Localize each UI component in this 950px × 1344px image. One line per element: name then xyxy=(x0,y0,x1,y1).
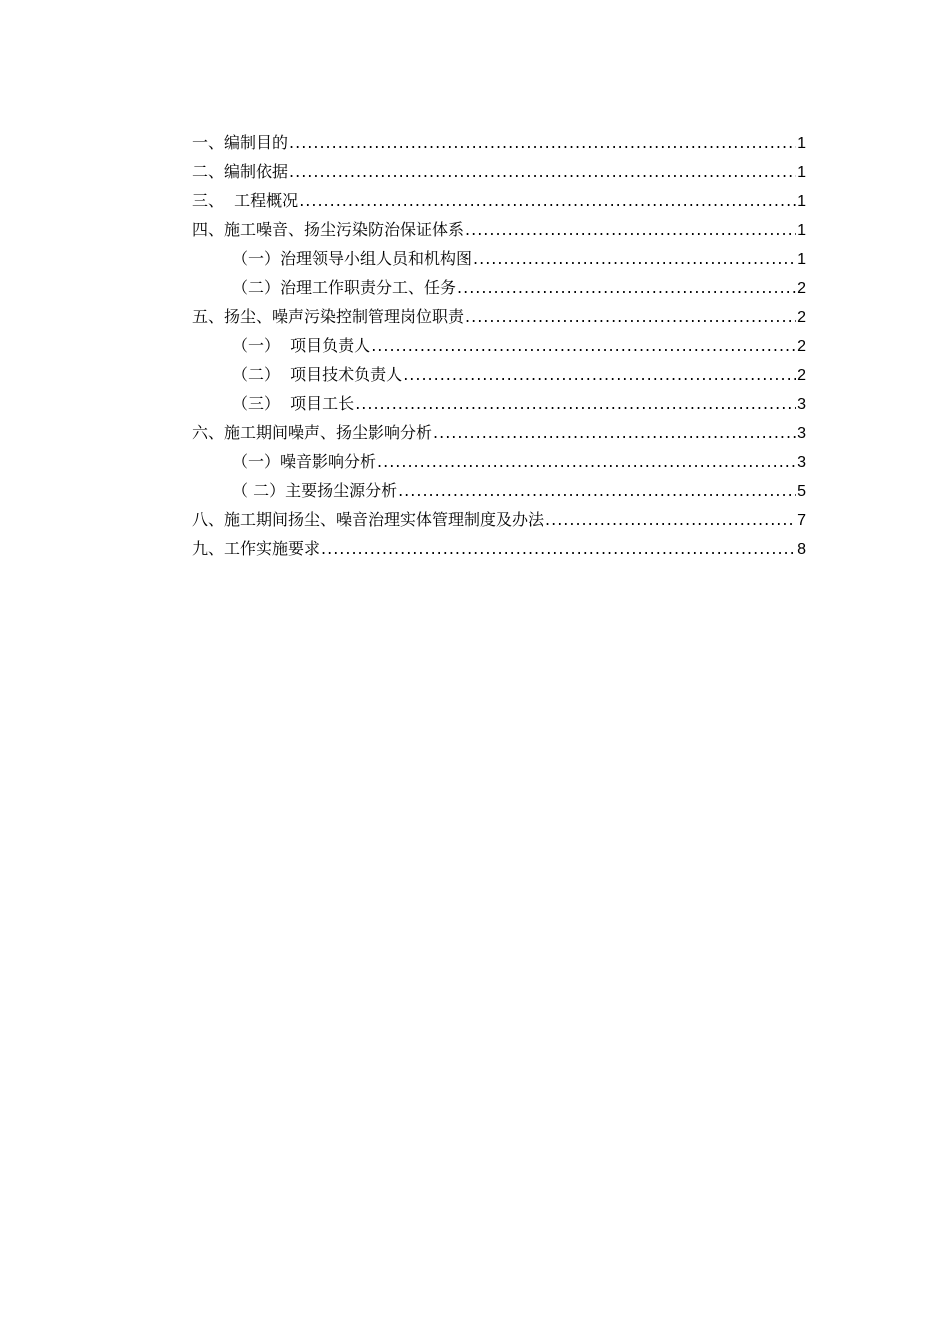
toc-dot-leader xyxy=(377,447,796,476)
toc-entry-page: 1 xyxy=(797,222,806,239)
toc-entry-page: 2 xyxy=(797,280,806,297)
toc-entry-title: 六、施工期间噪声、扬尘影响分析 xyxy=(192,423,433,442)
toc-entry-page: 3 xyxy=(797,454,806,471)
toc-entry-page: 1 xyxy=(797,251,806,268)
toc-entry-page: 1 xyxy=(797,135,806,152)
toc-entry-title: 八、施工期间扬尘、噪音治理实体管理制度及办法 xyxy=(192,510,545,529)
toc-entry-title: （二） 项目技术负责人 xyxy=(232,365,403,384)
toc-entry-title: （一）治理领导小组人员和机构图 xyxy=(232,249,473,268)
toc-dot-leader xyxy=(433,418,796,447)
toc-dot-leader xyxy=(403,360,796,389)
toc-entry[interactable] xyxy=(192,273,806,302)
toc-dot-leader xyxy=(465,215,796,244)
toc-entry-title: 四、施工噪音、扬尘污染防治保证体系 xyxy=(192,220,465,239)
toc-entry-title: （二）治理工作职责分工、任务 xyxy=(232,278,457,297)
toc-entry-page: 3 xyxy=(797,396,806,413)
toc-entry[interactable] xyxy=(192,331,806,360)
toc-entry-page: 8 xyxy=(797,541,806,558)
toc-entry[interactable] xyxy=(192,476,806,505)
toc-dot-leader xyxy=(289,128,796,157)
toc-entry[interactable] xyxy=(192,128,806,157)
toc-entry-title: 五、扬尘、噪声污染控制管理岗位职责 xyxy=(192,307,465,326)
toc-entry-title: 二、编制依据 xyxy=(192,162,289,181)
toc-entry[interactable] xyxy=(192,389,806,418)
toc-entry-title: 一、编制目的 xyxy=(192,133,289,152)
toc-entry-title: （一）噪音影响分析 xyxy=(232,452,377,471)
toc-entry-page: 1 xyxy=(797,193,806,210)
toc-dot-leader xyxy=(465,302,796,331)
toc-dot-leader xyxy=(321,534,796,563)
toc-entry-title: 九、工作实施要求 xyxy=(192,539,321,558)
toc-entry-title: 三、 工程概况 xyxy=(192,191,299,210)
toc-entry-page: 5 xyxy=(797,483,806,500)
toc-entry-title: （三） 项目工长 xyxy=(232,394,355,413)
toc-dot-leader xyxy=(398,476,796,505)
toc-entry[interactable] xyxy=(192,244,806,273)
toc-dot-leader xyxy=(473,244,796,273)
toc-dot-leader xyxy=(289,157,796,186)
toc-entry-title: （ 二）主要扬尘源分析 xyxy=(232,481,398,500)
table-of-contents xyxy=(192,128,806,563)
toc-entry-page: 2 xyxy=(797,338,806,355)
toc-entry-page: 7 xyxy=(797,512,806,529)
toc-entry[interactable] xyxy=(192,302,806,331)
toc-entry[interactable] xyxy=(192,157,806,186)
toc-dot-leader xyxy=(545,505,796,534)
toc-entry[interactable] xyxy=(192,186,806,215)
toc-dot-leader xyxy=(299,186,796,215)
toc-entry-page: 3 xyxy=(797,425,806,442)
toc-dot-leader xyxy=(457,273,796,302)
toc-entry-page: 2 xyxy=(797,309,806,326)
toc-entry[interactable] xyxy=(192,215,806,244)
toc-dot-leader xyxy=(355,389,796,418)
toc-entry-title: （一） 项目负责人 xyxy=(232,336,371,355)
toc-entry[interactable] xyxy=(192,418,806,447)
toc-entry[interactable] xyxy=(192,447,806,476)
toc-entry[interactable] xyxy=(192,360,806,389)
toc-entry[interactable] xyxy=(192,505,806,534)
toc-entry-page: 2 xyxy=(797,367,806,384)
toc-entry-page: 1 xyxy=(797,164,806,181)
toc-entry[interactable] xyxy=(192,534,806,563)
toc-dot-leader xyxy=(371,331,796,360)
